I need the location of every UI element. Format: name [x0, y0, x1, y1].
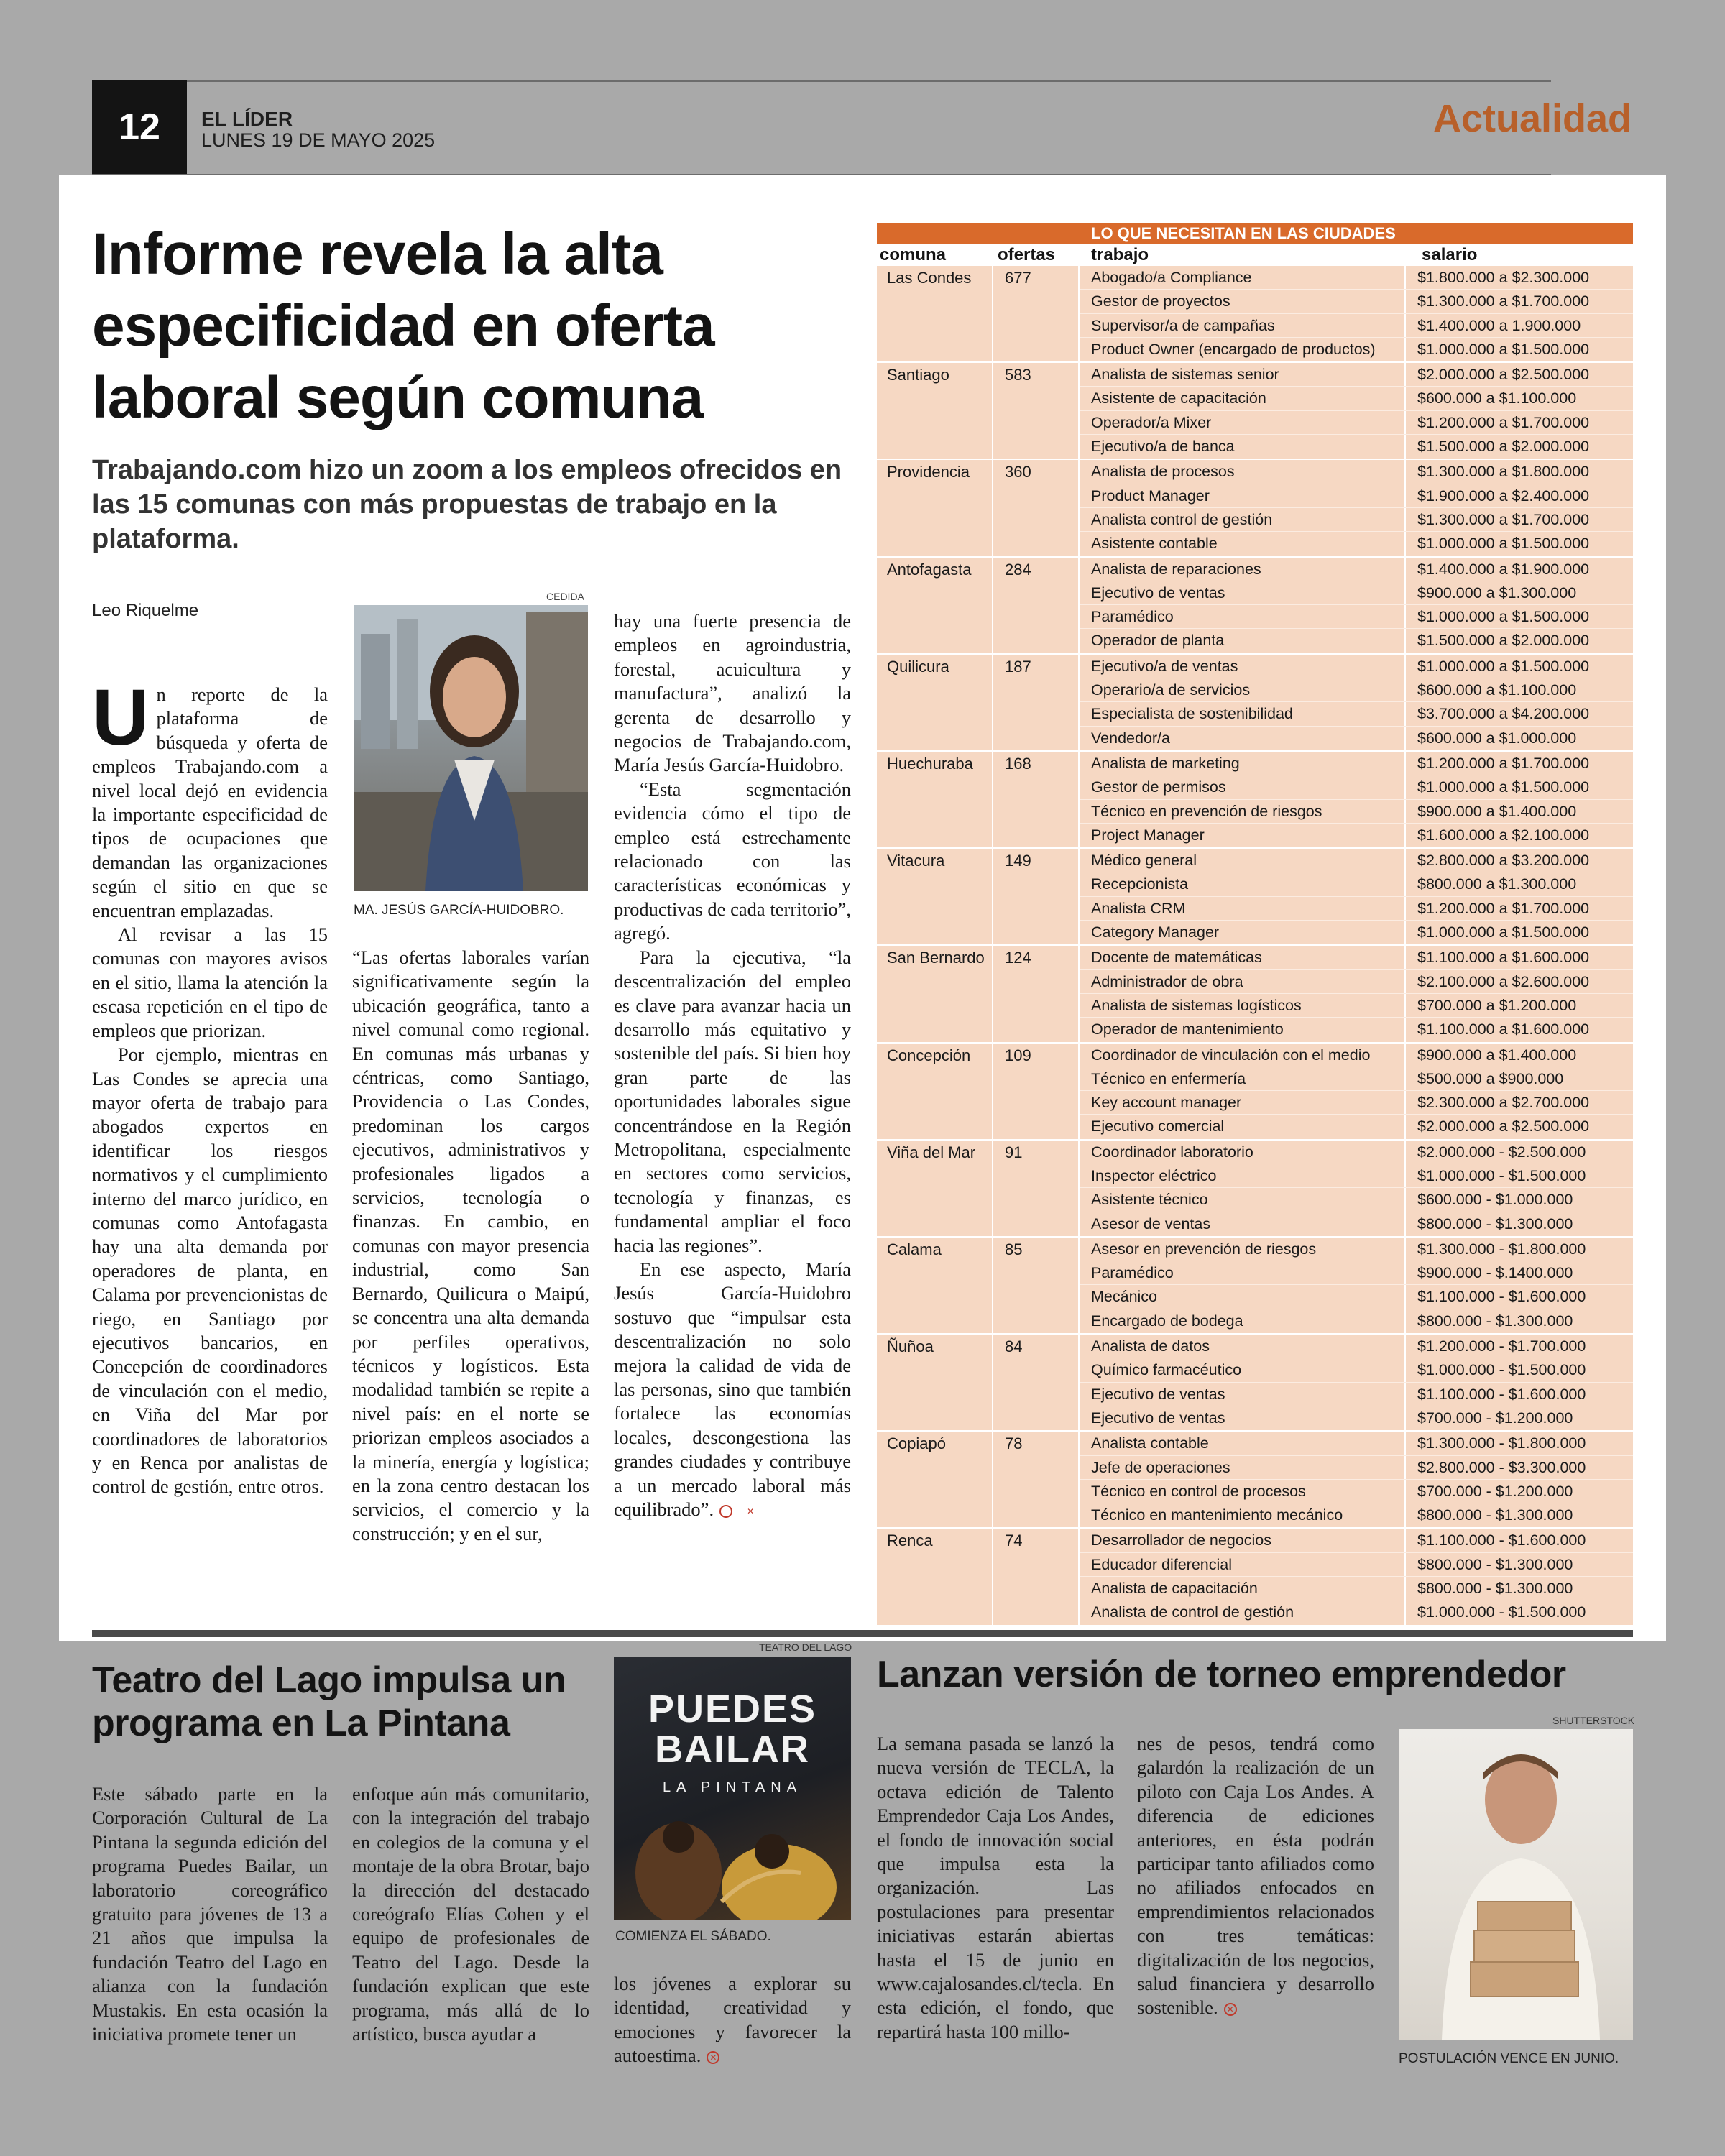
table-row — [1080, 897, 1633, 921]
cell-comuna: Viña del Mar — [877, 1141, 993, 1236]
cell-salario: $2.000.000 a $2.500.000 — [1417, 1118, 1590, 1135]
cell-trabajo: Gestor de permisos — [1080, 775, 1406, 798]
table-row — [1080, 1188, 1633, 1212]
table-title: LO QUE NECESITAN EN LAS CIUDADES — [877, 223, 1633, 244]
table-row — [1080, 314, 1633, 338]
group-rows — [1080, 1141, 1633, 1236]
cell-trabajo: Operador de planta — [1080, 629, 1406, 653]
group-rows — [1080, 460, 1633, 556]
puedes-bailar-poster — [614, 1657, 851, 1920]
table-row — [1080, 1141, 1633, 1164]
cell-ofertas: 583 — [993, 363, 1080, 459]
table-group — [877, 849, 1633, 946]
group-rows — [1080, 946, 1633, 1041]
cell-salario: $600.000 - $1.000.000 — [1417, 1191, 1573, 1209]
cell-salario: $1.300.000 a $1.700.000 — [1417, 292, 1590, 310]
cell-trabajo: Analista de capacitación — [1080, 1577, 1406, 1600]
cell-trabajo: Product Owner (encargado de productos) — [1080, 338, 1406, 361]
table-row — [1080, 484, 1633, 508]
jobs-salary-table — [877, 223, 1633, 1626]
cell-ofertas: 360 — [993, 460, 1080, 556]
cell-trabajo: Analista control de gestión — [1080, 508, 1406, 531]
table-row — [1080, 727, 1633, 750]
table-row — [1080, 411, 1633, 435]
cell-trabajo: Inspector eléctrico — [1080, 1164, 1406, 1187]
paragraph: Un reporte de la plataforma de búsqueda y oferta de empleos Trabajando.com a nivel local dejó en evidencia la importante especificidad de tipos de ocupaciones que demandan las organizaciones según el sitio en que se encuentran emplazadas. — [92, 673, 328, 921]
cell-salario: $1.000.000 - $1.500.000 — [1417, 1166, 1586, 1184]
table-row — [1080, 1261, 1633, 1285]
page-number: 12 — [92, 80, 187, 174]
group-rows — [1080, 655, 1633, 750]
cell-trabajo: Asistente técnico — [1080, 1188, 1406, 1211]
cell-comuna: Providencia — [877, 460, 993, 556]
teatro-photo-caption: COMIENZA EL SÁBADO. — [615, 1929, 771, 1944]
table-row — [1080, 1044, 1633, 1067]
cell-salario: $1.200.000 - $1.700.000 — [1417, 1337, 1586, 1355]
cell-trabajo: Docente de matemáticas — [1080, 946, 1406, 969]
poster-subtitle: LA PINTANA — [662, 1779, 803, 1795]
table-row — [1080, 1456, 1633, 1480]
cell-salario: $3.700.000 a $4.200.000 — [1417, 705, 1590, 723]
cell-comuna: Santiago — [877, 363, 993, 459]
table-row — [1080, 435, 1633, 459]
cell-salario: $2.000.000 - $2.500.000 — [1417, 1143, 1586, 1161]
cell-comuna: Ñuñoa — [877, 1335, 993, 1430]
torneo-headline: Lanzan versión de torneo emprendedor — [877, 1654, 1566, 1695]
cell-salario: $900.000 - $.1400.000 — [1417, 1264, 1573, 1282]
torneo-photo-credit: SHUTTERSTOCK — [1552, 1715, 1635, 1726]
cell-trabajo: Ejecutivo comercial — [1080, 1115, 1406, 1138]
cell-comuna: Concepción — [877, 1044, 993, 1139]
teatro-column-1: Este sábado parte en la Corporación Cultural de La Pintana la segunda edición del programa Puedes Bailar, un laboratorio coreográfico gratuito para jóvenes de 13 a 21 años que impulsa la fundación Teatro del Lago en alianza con la fundación Mustakis. En esta ocasión la iniciativa promete tener un — [92, 1783, 328, 2045]
table-row — [1080, 1503, 1633, 1527]
cell-salario: $600.000 a $1.100.000 — [1417, 390, 1577, 407]
cell-salario: $800.000 - $1.300.000 — [1417, 1555, 1573, 1573]
cell-ofertas: 74 — [993, 1529, 1080, 1624]
cell-salario: $2.800.000 a $3.200.000 — [1417, 852, 1590, 870]
cell-salario: $700.000 - $1.200.000 — [1417, 1482, 1573, 1500]
table-row — [1080, 872, 1633, 896]
table-row — [1080, 1018, 1633, 1041]
table-row — [1080, 508, 1633, 532]
cell-trabajo: Analista de sistemas senior — [1080, 363, 1406, 386]
group-rows — [1080, 1529, 1633, 1624]
column-header-salario: salario — [1422, 245, 1478, 264]
table-row — [1080, 921, 1633, 944]
table-row — [1080, 994, 1633, 1018]
cell-salario: $1.500.000 a $2.000.000 — [1417, 632, 1590, 650]
cell-salario: $700.000 - $1.200.000 — [1417, 1409, 1573, 1427]
cell-salario: $1.100.000 - $1.600.000 — [1417, 1288, 1586, 1306]
paragraph: hay una fuerte presencia de empleos en agroindustria, forestal, acuicultura y manufactura”, analizó la gerenta de desarrollo y negocios de Trabajando.com, María Jesús García-Huidobro. — [614, 610, 851, 776]
paragraph: En ese aspecto, María Jesús García-Huidobro sostuvo que “impulsar esta descentralización no solo mejora la calidad de vida de las personas, sino que también fortalece las economías locales, descongestiona las grandes ciudades y contribuye a un mercado laboral más equilibrado”. ✕ — [614, 1258, 851, 1521]
cell-salario: $900.000 a $1.400.000 — [1417, 802, 1577, 820]
column-header-ofertas: ofertas — [998, 245, 1056, 264]
teatro-column-3: los jóvenes a explorar su identidad, creatividad y emociones y favorecer la autoestima. ✕ — [614, 1973, 851, 2067]
end-of-story-icon: ✕ — [1224, 2003, 1237, 2016]
cell-trabajo: Coordinador laboratorio — [1080, 1141, 1406, 1164]
cell-salario: $800.000 a $1.300.000 — [1417, 875, 1577, 893]
table-row — [1080, 1577, 1633, 1600]
article-column-1 — [92, 673, 328, 1499]
paragraph: Al revisar a las 15 comunas con mayores avisos en el sitio, llama la atención la escasa repetición en el tipo de empleos que priorizan. — [92, 923, 328, 1041]
table-row — [1080, 1115, 1633, 1138]
table-row — [1080, 1600, 1633, 1624]
cell-trabajo: Paramédico — [1080, 605, 1406, 628]
cell-salario: $800.000 - $1.300.000 — [1417, 1580, 1573, 1598]
table-group — [877, 752, 1633, 849]
cell-trabajo: Técnico en enfermería — [1080, 1067, 1406, 1090]
byline: Leo Riquelme — [92, 601, 199, 620]
torneo-column-1: La semana pasada se lanzó la nueva versión de TECLA, la octava edición de Talento Emprendedor Caja Los Andes, el fondo de innovación social que impulsa esta la organización. Las postulaciones para presentar iniciativas estarán abiertas hasta el 15 de junio en www.cajalosandes.cl/tecla. En esta edición, el fondo, que repartirá hasta 100 millo- — [877, 1733, 1114, 2042]
table-group — [877, 1432, 1633, 1529]
cell-salario: $1.100.000 - $1.600.000 — [1417, 1531, 1586, 1549]
cell-salario: $1.800.000 a $2.300.000 — [1417, 269, 1590, 286]
cell-salario: $1.100.000 - $1.600.000 — [1417, 1385, 1586, 1403]
drop-cap: U — [92, 673, 150, 762]
cell-comuna: Antofagasta — [877, 558, 993, 653]
cell-salario: $800.000 - $1.300.000 — [1417, 1312, 1573, 1330]
table-group — [877, 460, 1633, 557]
photo-illustration — [1399, 1729, 1633, 2040]
group-rows — [1080, 1044, 1633, 1139]
group-rows — [1080, 266, 1633, 361]
poster-title: PUEDES BAILAR — [648, 1687, 817, 1771]
cell-salario: $1.000.000 - $1.500.000 — [1417, 1603, 1586, 1621]
table-group — [877, 1238, 1633, 1335]
table-row — [1080, 1067, 1633, 1091]
cell-salario: $1.000.000 - $1.500.000 — [1417, 1361, 1586, 1379]
table-row — [1080, 1553, 1633, 1577]
table-row — [1080, 460, 1633, 484]
table-row — [1080, 558, 1633, 581]
table-row — [1080, 1212, 1633, 1236]
cell-trabajo: Técnico en control de procesos — [1080, 1480, 1406, 1503]
cell-salario: $500.000 a $900.000 — [1417, 1069, 1564, 1087]
table-row — [1080, 581, 1633, 605]
cell-comuna: Quilicura — [877, 655, 993, 750]
cell-salario: $1.300.000 - $1.800.000 — [1417, 1434, 1586, 1452]
cell-trabajo: Asistente contable — [1080, 532, 1406, 556]
cell-salario: $600.000 a $1.100.000 — [1417, 681, 1577, 699]
cell-salario: $1.400.000 a $1.900.000 — [1417, 560, 1590, 578]
cell-trabajo: Category Manager — [1080, 921, 1406, 944]
cell-trabajo: Analista de procesos — [1080, 460, 1406, 483]
group-rows — [1080, 849, 1633, 944]
cell-ofertas: 149 — [993, 849, 1080, 944]
table-row — [1080, 800, 1633, 824]
cell-trabajo: Encargado de bodega — [1080, 1309, 1406, 1333]
cell-trabajo: Coordinador de vinculación con el medio — [1080, 1044, 1406, 1067]
table-row — [1080, 1309, 1633, 1333]
table-group — [877, 363, 1633, 460]
cell-salario: $1.300.000 a $1.700.000 — [1417, 510, 1590, 528]
table-row — [1080, 1529, 1633, 1552]
cell-salario: $900.000 a $1.400.000 — [1417, 1046, 1577, 1064]
teatro-photo-credit: TEATRO DEL LAGO — [759, 1641, 852, 1653]
table-row — [1080, 532, 1633, 556]
cell-trabajo: Ejecutivo de ventas — [1080, 1406, 1406, 1430]
cell-trabajo: Asesor de ventas — [1080, 1212, 1406, 1236]
table-row — [1080, 678, 1633, 702]
cell-trabajo: Ejecutivo de ventas — [1080, 581, 1406, 604]
table-row — [1080, 970, 1633, 994]
article-deck: Trabajando.com hizo un zoom a los empleos ofrecidos en las 15 comunas con más propuestas de trabajo en la plataforma. — [92, 455, 842, 554]
man-with-boxes-photo — [1399, 1729, 1633, 2040]
cell-trabajo: Desarrollador de negocios — [1080, 1529, 1406, 1552]
cell-trabajo: Educador diferencial — [1080, 1553, 1406, 1576]
table-row — [1080, 338, 1633, 361]
cell-trabajo: Key account manager — [1080, 1091, 1406, 1114]
paragraph: “Las ofertas laborales varían significativamente según la ubicación geográfica, tanto a nivel comunal como regional. En comunas más urbanas y céntricas, como Santiago, Providencia o Las Condes, predominan los cargos ejecutivos, administrativos y profesionales ligados a servicios, tecnología o finanzas. En cambio, en comunas con mayor presencia industrial, como San Bernardo, Quilicura o Maipú, se concentra una alta demanda por perfiles operativos, técnicos y logísticos. Esta modalidad también se repite a nivel país: en el norte se priorizan empleos asociados a la minería, energía y logística; en la zona centro destacan los servicios, el comercio y la construcción; y en el sur, — [352, 946, 589, 1544]
cell-salario: $800.000 - $1.300.000 — [1417, 1215, 1573, 1233]
cell-comuna: Huechuraba — [877, 752, 993, 847]
table-row — [1080, 387, 1633, 410]
cell-salario: $1.900.000 a $2.400.000 — [1417, 487, 1590, 505]
cell-trabajo: Administrador de obra — [1080, 970, 1406, 993]
cell-trabajo: Analista de sistemas logísticos — [1080, 994, 1406, 1017]
group-rows — [1080, 1432, 1633, 1527]
cell-trabajo: Analista de control de gestión — [1080, 1600, 1406, 1624]
cell-trabajo: Analista de reparaciones — [1080, 558, 1406, 581]
top-rule — [92, 80, 1551, 82]
cell-trabajo: Asesor en prevención de riesgos — [1080, 1238, 1406, 1261]
paragraph: Por ejemplo, mientras en Las Condes se aprecia una mayor oferta de trabajo para abogados expertos en identificar los riesgos normativos y el cumplimiento interno del marco jurídico, en comunas como Antofagasta hay una alta demanda por operadores de planta, en Calama por prevencionistas de riego, en Santiago por ejecutivos bancarios, en Concepción de coordinadores de vinculación con el medio, en Viña del Mar por coordinadores de laboratorios y en Renca por analistas de control de gestión, entre otros. — [92, 1044, 328, 1498]
table-row — [1080, 775, 1633, 799]
cell-trabajo: Operador/a Mixer — [1080, 411, 1406, 434]
cell-trabajo: Mecánico — [1080, 1285, 1406, 1308]
cell-trabajo: Ejecutivo/a de banca — [1080, 435, 1406, 459]
table-group — [877, 1141, 1633, 1238]
cell-salario: $1.100.000 a $1.600.000 — [1417, 1021, 1590, 1038]
cell-comuna: Las Condes — [877, 266, 993, 361]
table-group — [877, 1529, 1633, 1626]
cell-trabajo: Especialista de sostenibilidad — [1080, 702, 1406, 725]
table-row — [1080, 1480, 1633, 1503]
cell-trabajo: Químico farmacéutico — [1080, 1358, 1406, 1381]
issue-date: LUNES 19 DE MAYO 2025 — [201, 129, 436, 151]
cell-salario: $800.000 - $1.300.000 — [1417, 1506, 1573, 1524]
cell-salario: $1.200.000 a $1.700.000 — [1417, 754, 1590, 772]
cell-comuna: San Bernardo — [877, 946, 993, 1041]
table-row — [1080, 655, 1633, 678]
teatro-headline: Teatro del Lago impulsa un programa en La Pintana — [92, 1659, 566, 1744]
section-title: Actualidad — [1432, 97, 1632, 140]
newspaper-name: EL LÍDER — [201, 108, 293, 130]
table-row — [1080, 946, 1633, 969]
column-header-comuna: comuna — [880, 245, 947, 264]
cell-trabajo: Analista CRM — [1080, 897, 1406, 920]
cell-ofertas: 168 — [993, 752, 1080, 847]
cell-trabajo: Supervisor/a de campañas — [1080, 314, 1406, 337]
cell-ofertas: 187 — [993, 655, 1080, 750]
group-rows — [1080, 1335, 1633, 1430]
cell-ofertas: 84 — [993, 1335, 1080, 1430]
table-group — [877, 558, 1633, 655]
table-row — [1080, 1383, 1633, 1406]
article-column-3 — [614, 609, 851, 1521]
cell-trabajo: Analista de datos — [1080, 1335, 1406, 1358]
torneo-column-2: nes de pesos, tendrá como galardón la realización de un piloto con Caja Los Andes. A diferencia de ediciones anteriores, en ésta podrán participar tanto afiliados como no afiliados enfocados en emprendimientos relacionados con tres temáticas: digitalización de los negocios, salud financiera y desarrollo sostenible. ✕ — [1137, 1733, 1374, 2019]
group-rows — [1080, 363, 1633, 459]
photo-caption: MA. JESÚS GARCÍA-HUIDOBRO. — [354, 903, 564, 918]
table-row — [1080, 266, 1633, 290]
end-of-article-icon: ✕ — [719, 1505, 732, 1518]
table-row — [1080, 702, 1633, 726]
cell-trabajo: Analista contable — [1080, 1432, 1406, 1455]
portrait-illustration — [354, 605, 588, 891]
cell-ofertas: 677 — [993, 266, 1080, 361]
table-group — [877, 1335, 1633, 1432]
table-group — [877, 1044, 1633, 1141]
cell-trabajo: Ejecutivo/a de ventas — [1080, 655, 1406, 678]
cell-trabajo: Recepcionista — [1080, 872, 1406, 895]
table-group — [877, 266, 1633, 363]
cell-salario: $1.300.000 a $1.800.000 — [1417, 463, 1590, 481]
torneo-photo-caption: POSTULACIÓN VENCE EN JUNIO. — [1399, 2051, 1619, 2066]
cell-comuna: Copiapó — [877, 1432, 993, 1527]
cell-trabajo: Analista de marketing — [1080, 752, 1406, 775]
cell-salario: $2.300.000 a $2.700.000 — [1417, 1094, 1590, 1112]
cell-salario: $600.000 a $1.000.000 — [1417, 729, 1577, 747]
table-group — [877, 946, 1633, 1043]
column-header-trabajo: trabajo — [1091, 245, 1149, 264]
cell-salario: $1.400.000 a 1.900.000 — [1417, 316, 1581, 334]
table-body — [877, 266, 1633, 1626]
end-of-story-icon: ✕ — [707, 2051, 719, 2064]
cell-salario: $1.000.000 a $1.500.000 — [1417, 778, 1590, 796]
paragraph: “Esta segmentación evidencia cómo el tipo de empleo está estrechamente relacionado con las características económicas y productivas de cada territorio”, agregó. — [614, 778, 851, 944]
group-rows — [1080, 752, 1633, 847]
table-row — [1080, 1164, 1633, 1188]
cell-salario: $1.200.000 a $1.700.000 — [1417, 413, 1590, 431]
table-row — [1080, 1091, 1633, 1115]
cell-ofertas: 284 — [993, 558, 1080, 653]
cell-trabajo: Jefe de operaciones — [1080, 1456, 1406, 1479]
article-column-2 — [352, 946, 589, 1546]
cell-salario: $1.000.000 a $1.500.000 — [1417, 535, 1590, 553]
cell-ofertas: 109 — [993, 1044, 1080, 1139]
table-row — [1080, 1406, 1633, 1430]
cell-ofertas: 85 — [993, 1238, 1080, 1333]
table-row — [1080, 629, 1633, 653]
cell-salario: $900.000 a $1.300.000 — [1417, 584, 1577, 602]
cell-comuna: Vitacura — [877, 849, 993, 944]
cell-ofertas: 91 — [993, 1141, 1080, 1236]
table-row — [1080, 605, 1633, 629]
cell-salario: $1.300.000 - $1.800.000 — [1417, 1240, 1586, 1258]
paragraph: Para la ejecutiva, “la descentralización del empleo es clave para avanzar hacia un desarrollo más equitativo y sostenible del país. Si bien hoy gran parte de las oportunidades laborales sigue concentrándose en la Región Metropolitana, especialmente en sectores como servicios, tecnología y finanzas, es fundamental ampliar el foco hacia las regiones”. — [614, 946, 851, 1256]
cell-salario: $1.200.000 a $1.700.000 — [1417, 899, 1590, 917]
portrait-photo — [354, 605, 588, 891]
teatro-column-2: enfoque aún más comunitario, con la integración del trabajo en colegios de la comuna y el montaje de la obra Brotar, bajo la dirección del destacado coreógrafo Elías Cohen y el equipo de profesionales de Teatro del Lago. Desde la fundación explican que este programa, más allá de lo artístico, busca ayudar a — [352, 1783, 589, 2045]
cell-trabajo: Product Manager — [1080, 484, 1406, 507]
cell-salario: $1.100.000 a $1.600.000 — [1417, 949, 1590, 967]
cell-salario: $2.000.000 a $2.500.000 — [1417, 366, 1590, 384]
cell-trabajo: Médico general — [1080, 849, 1406, 872]
cell-comuna: Calama — [877, 1238, 993, 1333]
cell-trabajo: Técnico en prevención de riesgos — [1080, 800, 1406, 823]
cell-trabajo: Ejecutivo de ventas — [1080, 1383, 1406, 1406]
table-row — [1080, 290, 1633, 313]
table-row — [1080, 752, 1633, 775]
cell-salario: $1.000.000 a $1.500.000 — [1417, 657, 1590, 675]
table-row — [1080, 1335, 1633, 1358]
table-row — [1080, 363, 1633, 387]
table-row — [1080, 1238, 1633, 1261]
group-rows — [1080, 1238, 1633, 1333]
photo-credit: CEDIDA — [546, 591, 584, 602]
section-divider — [92, 1630, 1633, 1637]
cell-salario: $2.100.000 a $2.600.000 — [1417, 972, 1590, 990]
cell-trabajo: Project Manager — [1080, 824, 1406, 847]
cell-salario: $2.800.000 - $3.300.000 — [1417, 1458, 1586, 1476]
table-header — [877, 244, 1633, 266]
cell-ofertas: 78 — [993, 1432, 1080, 1527]
cell-salario: $1.500.000 a $2.000.000 — [1417, 438, 1590, 456]
cell-trabajo: Paramédico — [1080, 1261, 1406, 1284]
cell-salario: $1.600.000 a $2.100.000 — [1417, 826, 1590, 844]
cell-salario: $700.000 a $1.200.000 — [1417, 996, 1577, 1014]
group-rows — [1080, 558, 1633, 653]
cell-trabajo: Técnico en mantenimiento mecánico — [1080, 1503, 1406, 1527]
cell-salario: $1.000.000 a $1.500.000 — [1417, 340, 1590, 358]
cell-trabajo: Abogado/a Compliance — [1080, 266, 1406, 289]
table-group — [877, 655, 1633, 752]
table-row — [1080, 1432, 1633, 1455]
cell-trabajo: Vendedor/a — [1080, 727, 1406, 750]
cell-salario: $1.000.000 a $1.500.000 — [1417, 608, 1590, 626]
cell-trabajo: Asistente de capacitación — [1080, 387, 1406, 410]
cell-comuna: Renca — [877, 1529, 993, 1624]
table-row — [1080, 849, 1633, 872]
article-headline: Informe revela la alta especificidad en oferta laboral según comuna — [92, 221, 714, 430]
table-row — [1080, 1285, 1633, 1309]
cell-ofertas: 124 — [993, 946, 1080, 1041]
table-row — [1080, 824, 1633, 847]
cell-trabajo: Operador de mantenimiento — [1080, 1018, 1406, 1041]
cell-trabajo: Operario/a de servicios — [1080, 678, 1406, 701]
cell-salario: $1.000.000 a $1.500.000 — [1417, 923, 1590, 941]
cell-trabajo: Gestor de proyectos — [1080, 290, 1406, 313]
table-row — [1080, 1358, 1633, 1382]
